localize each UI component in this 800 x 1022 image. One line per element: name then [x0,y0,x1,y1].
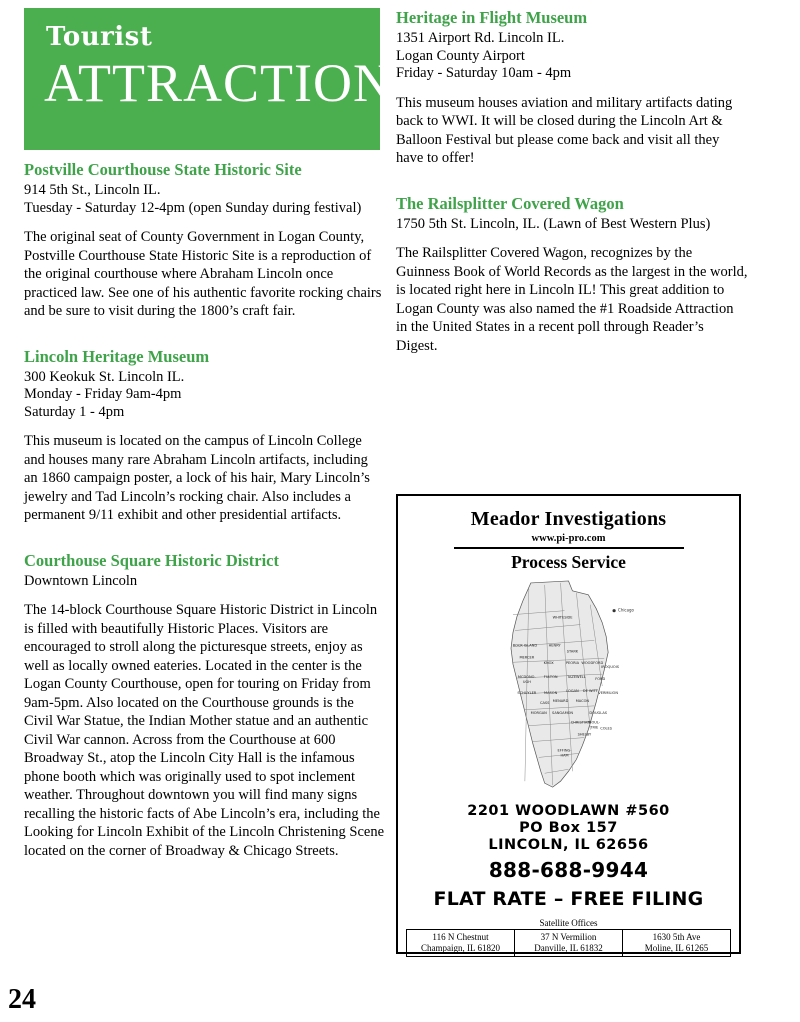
left-column [24,8,425,880]
article-courthouse-square [24,551,384,861]
article-meta-line: Friday - Saturday 10am - 4pm [396,65,572,81]
divider [454,547,684,549]
ad-company-name: Meador Investigations [470,508,667,530]
article-title: Courthouse Square Historic District [24,550,279,570]
satellite-offices-table [406,929,731,957]
svg-text:IROQUOIS: IROQUOIS [601,665,620,670]
svg-text:KNOX: KNOX [543,661,554,666]
svg-text:STARK: STARK [566,649,579,654]
svg-text:PEORIA: PEORIA [565,661,580,666]
office-city: Champaign, IL 61820 [421,943,500,953]
svg-text:COLES: COLES [600,726,613,731]
svg-text:WHITESIDE: WHITESIDE [552,615,573,620]
article-meta-line: Downtown Lincoln [24,572,138,589]
svg-text:FORD: FORD [595,677,606,682]
article-meta-line: Tuesday - Saturday 12-4pm (open Sunday during festival) [24,199,362,216]
svg-text:SHELBY: SHELBY [577,732,592,737]
svg-text:MORGAN: MORGAN [530,710,547,715]
article-heritage-in-flight [396,8,748,168]
illinois-county-map-icon [406,575,731,803]
right-column [396,8,748,375]
svg-text:EFFING-: EFFING- [557,748,572,753]
svg-text:DOUGLAS: DOUGLAS [589,710,608,715]
svg-text:SCHUYLER: SCHUYLER [517,690,537,695]
svg-text:TAZEWELL: TAZEWELL [567,675,586,680]
article-meta-line: 1351 Airport Rd. Lincoln IL. [396,30,565,46]
office-city: Moline, IL 61265 [644,943,709,953]
svg-text:MOUL-: MOUL- [588,720,601,725]
svg-text:WOODFORD: WOODFORD [581,661,604,666]
svg-text:TRIE: TRIE [590,725,599,730]
ad-tagline: FLAT RATE – FREE FILING [433,888,704,910]
page-number: 24 [8,984,36,1015]
svg-text:ROCK ISLAND: ROCK ISLAND [512,643,538,648]
svg-text:HAM: HAM [560,753,569,758]
article-body: The Railsplitter Covered Wagon, recognizes by the Guinness Book of World Records as the largest in the world, is located right here in Lincoln IL! This great addition to Logan County was also named the #1 Roadside Attraction in the United States in a recent poll through Reader’s Digest. [396,245,748,354]
svg-text:VERMILION: VERMILION [598,690,619,695]
office-street: 37 N Vermilion [540,932,597,942]
office-street: 1630 5th Ave [652,932,701,942]
satellite-office-cell [407,930,515,957]
article-title: Postville Courthouse State Historic Site [24,160,302,179]
svg-text:UGH: UGH [522,680,531,685]
article-body: The 14-block Courthouse Square Historic District in Lincoln is filled with beautifully Historic Places. Visitors are encouraged to stroll along the picturesque streets, enjoy as well as locally owned eateries. Located in the center is the Logan County Courthouse, open for touring on Friday from 9am-5pm. Also located on the Courthouse grounds is the Civil War Statue, the Indian Mother statue and an authentic Civil War cannon. Across from the Courthouse at 600 Broadway St., atop the Lincoln City Hall is the infamous phone booth which was originally used to spot inclement weather. Throughout downtown you will find many signs recalling the historic facts of Abe Lincoln’s era, including the Looking for Lincoln Exhibit of the Lincoln Christening Scene located on the corner of Broadway & Chicago Streets. [24,602,385,859]
ad-address-line2: PO Box 157 [519,820,618,836]
svg-text:MENARD: MENARD [552,698,569,703]
office-city: Danville, IL 61832 [534,943,603,953]
article-meta-line: 300 Keokuk St. Lincoln IL. [24,368,185,385]
article-meta-line: 914 5th St., Lincoln IL. [24,182,161,198]
ad-website[interactable]: www.pi-pro.com [531,533,606,544]
ad-satellite-label: Satellite Offices [539,918,598,928]
article-title: Lincoln Heritage Museum [24,346,210,366]
satellite-office-cell [623,930,731,957]
masthead [24,8,425,150]
ad-address-line3: LINCOLN, IL 62656 [488,837,649,853]
article-postville-courthouse [24,160,384,321]
article-meta-line: Monday - Friday 9am-4pm [24,386,182,402]
ad-phone-number[interactable]: 888-688-9944 [488,858,649,882]
advertisement-meador-investigations [396,494,741,954]
article-body: The original seat of County Government in Logan County, Postville Courthouse State Historic Site is a reproduction of the original courthouse where Abraham Lincoln once practiced law. See one of his authentic favorite rocking chairs and be sure to visit during the 1800’s craft fair. [24,229,382,319]
article-lincoln-heritage-museum [24,347,384,525]
svg-text:SANGAMON: SANGAMON [552,710,574,715]
svg-text:MACON: MACON [575,698,590,703]
map-city-label: Chicago [618,607,634,613]
svg-text:CASS: CASS [540,700,550,705]
svg-text:MASON: MASON [544,690,558,695]
svg-text:FULTON: FULTON [543,675,558,680]
svg-text:HENRY: HENRY [548,643,561,648]
masthead-line2: ATTRACTIONS [44,53,425,113]
article-railsplitter-wagon [396,194,748,356]
svg-text:MERCER: MERCER [519,655,535,660]
ad-address-line1: 2201 WOODLAWN #560 [467,803,670,819]
svg-text:CHRISTIAN: CHRISTIAN [570,720,590,725]
ad-service-name: Process Service [511,552,626,572]
article-meta-line: Saturday 1 - 4pm [24,403,125,420]
svg-text:LOGAN: LOGAN [566,688,579,693]
masthead-line1: Tourist [46,22,153,52]
svg-text:MCDONO-: MCDONO- [517,675,536,680]
article-title: The Railsplitter Covered Wagon [396,193,624,213]
svg-text:DE WITT: DE WITT [582,688,598,693]
article-body: This museum is located on the campus of Lincoln College and houses many rare Abraham Lincoln artifacts, including an 1860 campaign poster, a lock of his hair, Mary Lincoln’s jewelry and Tad Lincoln’s rocking chair. Also includes a permanent 9/11 exhibit and other presidential artifacts. [24,433,370,523]
article-meta-line: 1750 5th St. Lincoln, IL. (Lawn of Best Western Plus) [396,215,711,232]
satellite-office-cell [515,930,623,957]
article-body: This museum houses aviation and military artifacts dating back to WWI. It will be closed during the Lincoln Art & Balloon Festival but please come back and visit all they have to offer! [396,94,733,166]
table-row [407,930,731,957]
office-street: 116 N Chestnut [432,932,489,942]
article-meta-line: Logan County Airport [396,47,525,64]
article-title: Heritage in Flight Museum [396,8,588,27]
